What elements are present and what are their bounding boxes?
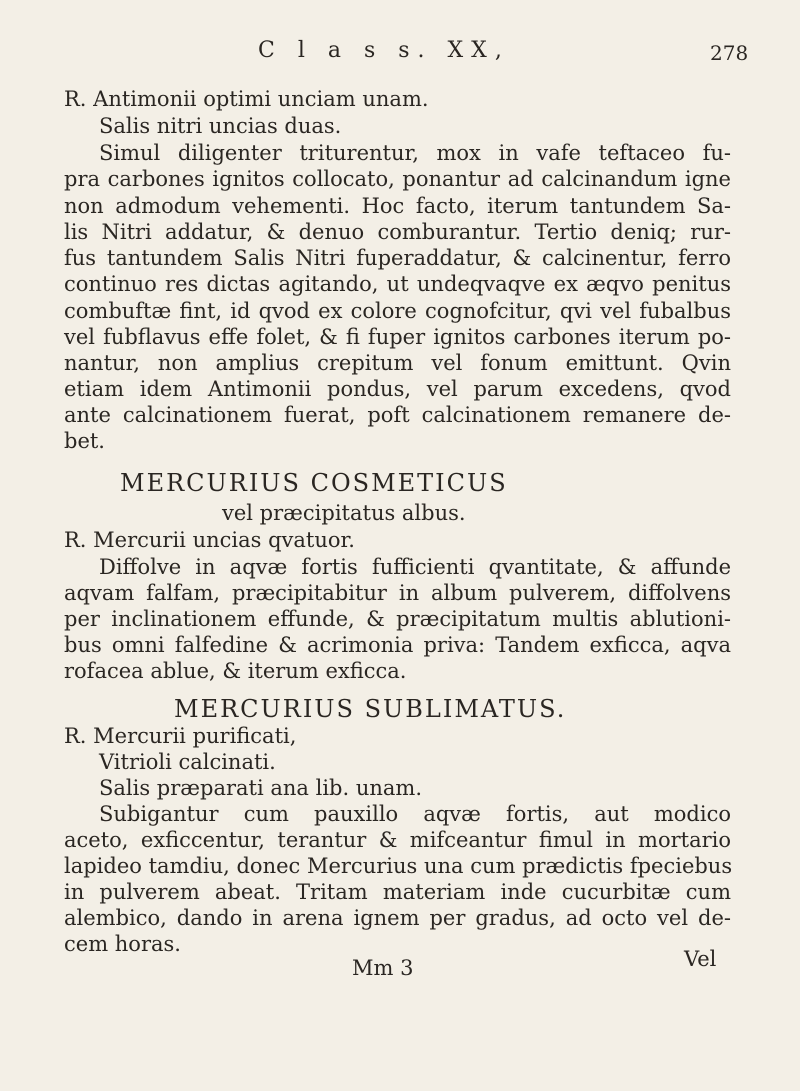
recipe-line: R. Antimonii optimi unciam unam.: [64, 87, 429, 111]
section-heading: MERCURIUS SUBLIMATUS.: [174, 695, 567, 723]
page-number: 278: [710, 41, 749, 65]
recipe-line: bus omni falfedine & acrimonia priva: Tandem exficca, aqva: [64, 633, 731, 657]
recipe-line: aqvam falfam, præcipitabitur in album pulverem, diffolvens: [64, 581, 731, 605]
recipe-line: vel fubflavus effe folet, & fi fuper ignitos carbones iterum po-: [64, 325, 731, 349]
catchword: Vel: [684, 947, 717, 971]
recipe-line: fus tantundem Salis Nitri fuperaddatur, & calcinentur, ferro: [64, 246, 731, 270]
recipe-line: Simul diligenter triturentur, mox in vafe teftaceo fu-: [99, 141, 731, 165]
recipe-line: alembico, dando in arena ignem per gradus, ad octo vel de-: [64, 906, 731, 930]
recipe-line: Salis nitri uncias duas.: [99, 114, 342, 138]
recipe-line: ante calcinationem fuerat, poft calcinationem remanere de-: [64, 403, 731, 427]
recipe-line: non admodum vehementi. Hoc facto, iterum tantundem Sa-: [64, 194, 731, 218]
recipe-line: Diffolve in aqvæ fortis fufficienti qvantitate, & affunde: [99, 555, 731, 579]
recipe-line: cem horas.: [64, 932, 181, 956]
recipe-line: lis Nitri addatur, & denuo comburantur. Tertio deniq; rur-: [64, 220, 731, 244]
signature-mark: Mm 3: [352, 956, 414, 980]
recipe-line: Salis præparati ana lib. unam.: [99, 776, 422, 800]
recipe-line: R. Mercurii uncias qvatuor.: [64, 528, 355, 552]
recipe-line: combuftæ fint, id qvod ex colore cognofcitur, qvi vel fubalbus: [64, 299, 731, 323]
section-subheading: vel præcipitatus albus.: [222, 501, 466, 525]
recipe-line: Vitrioli calcinati.: [99, 750, 276, 774]
recipe-line: etiam idem Antimonii pondus, vel parum excedens, qvod: [64, 377, 731, 401]
recipe-line: continuo res dictas agitando, ut undeqvaqve ex æqvo penitus: [64, 272, 731, 296]
running-title: C l a s s. XX,: [258, 38, 510, 63]
recipe-line: nantur, non amplius crepitum vel fonum emittunt. Qvin: [64, 351, 731, 375]
recipe-line: Subigantur cum pauxillo aqvæ fortis, aut modico: [99, 802, 731, 826]
recipe-line: rofacea ablue, & iterum exficca.: [64, 659, 407, 683]
recipe-line: bet.: [64, 429, 105, 453]
recipe-line: per inclinationem effunde, & præcipitatum multis ablutioni-: [64, 607, 731, 631]
recipe-line: lapideo tamdiu, donec Mercurius una cum prædictis fpeciebus: [64, 854, 733, 878]
section-heading: MERCURIUS COSMETICUS: [120, 469, 508, 497]
recipe-line: R. Mercurii purificati,: [64, 724, 297, 748]
recipe-line: in pulverem abeat. Tritam materiam inde cucurbitæ cum: [64, 880, 731, 904]
recipe-line: pra carbones ignitos collocato, ponantur ad calcinandum igne: [64, 167, 731, 191]
recipe-line: aceto, exficcentur, terantur & mifceantur fimul in mortario: [64, 828, 731, 852]
